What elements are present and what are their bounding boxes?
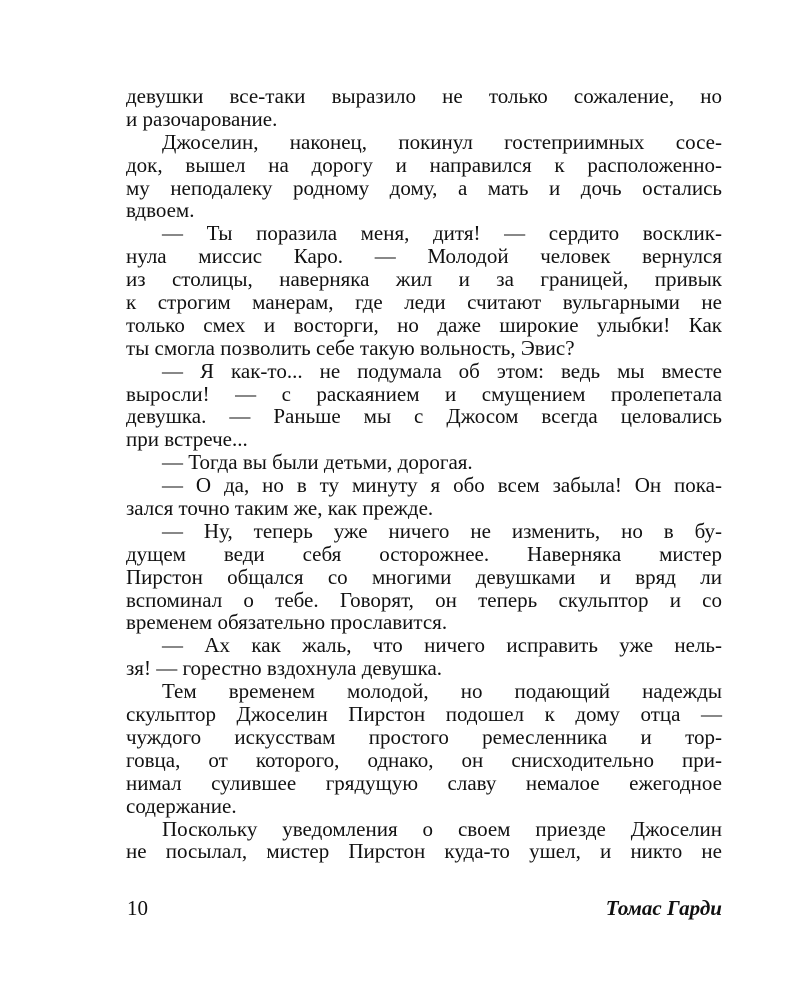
text-line: к строгим манерам, где леди считают вульгарными не	[126, 290, 722, 315]
text-line: скульптор Джоселин Пирстон подошел к дому отца —	[126, 702, 722, 727]
text-line: дущем веди себя осторожнее. Наверняка мистер	[126, 541, 722, 566]
text-line: Джоселин, наконец, покинул гостеприимных сосе-	[162, 129, 722, 154]
text-line: содержание.	[126, 793, 237, 818]
text-line: вспоминал о тебе. Говорят, он теперь скульптор и со	[126, 587, 722, 612]
text-line: только смех и восторги, но даже широкие улыбки! Как	[126, 312, 722, 337]
running-footer-author: Томас Гарди	[605, 896, 722, 920]
text-line: девушка. — Раньше мы с Джосом всегда целовались	[126, 404, 722, 429]
text-line: Тем временем молодой, но подающий надежды	[162, 679, 722, 704]
text-line: ты смогла позволить себе такую вольность, Эвис?	[126, 335, 575, 360]
text-line: нимал сулившее грядущую славу немалое ежегодное	[126, 770, 722, 795]
text-line: — Я как-то... не подумала об этом: ведь мы вместе	[162, 358, 722, 383]
text-line: при встрече...	[126, 427, 248, 452]
page-number: 10	[127, 896, 148, 920]
text-line: — Ах как жаль, что ничего исправить уже нель-	[162, 633, 722, 658]
text-line: док, вышел на дорогу и направился к расположенно-	[126, 152, 722, 177]
text-line: девушки все-таки выразило не только сожаление, но	[126, 84, 722, 108]
text-line: говца, от которого, однако, он снисходительно при-	[126, 747, 722, 772]
text-line: чуждого искусствам простого ремесленника и тор-	[126, 724, 722, 749]
text-line: зался точно таким же, как прежде.	[126, 496, 434, 521]
page-text	[126, 85, 722, 863]
text-line: из столицы, наверняка жил и за границей, привык	[126, 267, 722, 292]
text-line: и разочарование.	[126, 106, 278, 131]
text-line: выросли! — с раскаянием и смущением пролепетала	[126, 381, 722, 406]
text-line: — Ты поразила меня, дитя! — сердито восклик-	[162, 221, 722, 246]
text-line: — О да, но в ту минуту я обо всем забыла! Он пока-	[162, 473, 722, 498]
text-line: нула миссис Каро. — Молодой человек вернулся	[126, 244, 722, 269]
text-line: вдвоем.	[126, 198, 195, 223]
text-line: — Ну, теперь уже ничего не изменить, но в бу-	[162, 518, 722, 543]
text-line: Поскольку уведомления о своем приезде Джоселин	[162, 816, 722, 841]
text-line: — Тогда вы были детьми, дорогая.	[162, 450, 473, 475]
text-line: зя! — горестно вздохнула девушка.	[126, 656, 443, 681]
text-line: му неподалеку родному дому, а мать и дочь остались	[126, 175, 722, 200]
text-line: Пирстон общался со многими девушками и вряд ли	[126, 564, 722, 589]
text-line: не посылал, мистер Пирстон куда-то ушел, и никто не	[126, 839, 722, 864]
text-line: временем обязательно прославится.	[126, 610, 448, 635]
